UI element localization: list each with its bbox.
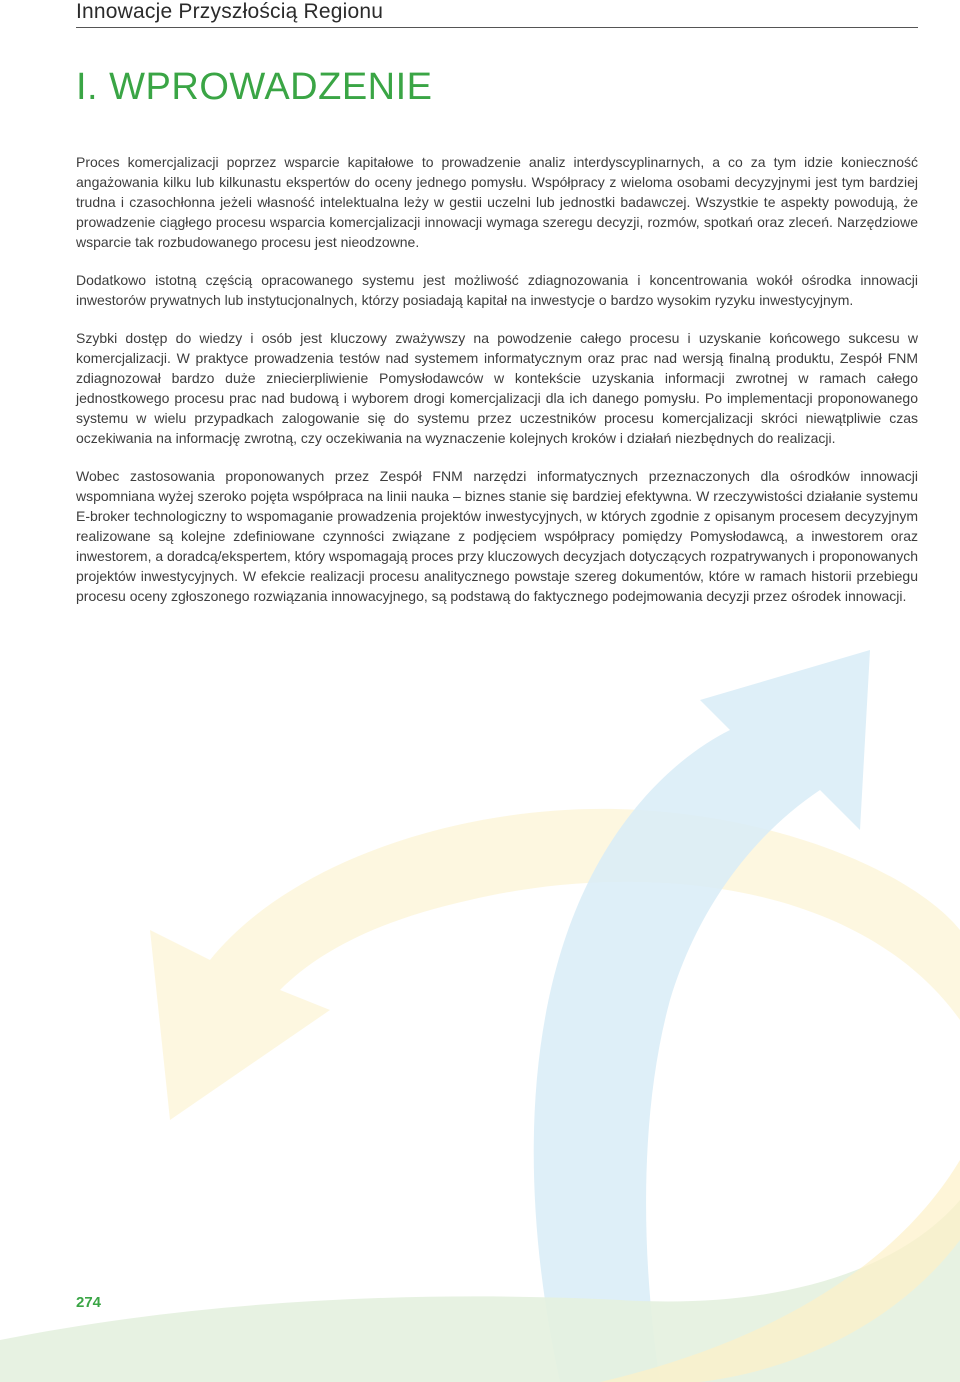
blue-arrow-shape bbox=[534, 650, 870, 1382]
section-title: I. WPROWADZENIE bbox=[76, 66, 433, 108]
running-header bbox=[76, 0, 918, 28]
green-swoosh-shape bbox=[0, 1200, 960, 1382]
paragraph-2: Dodatkowo istotną częścią opracowanego systemu jest możliwość zdiagnozowania i koncentrowania wokół ośrodka innowacji inwestorów prywatnych lub instytucjonalnych, którzy posiadają kapitał na inwestycje o bardzo wysokim ryzyku inwestycyjnym. bbox=[76, 272, 918, 308]
paragraph-3: Szybki dostęp do wiedzy i osób jest kluczowy zważywszy na powodzenie całego procesu i uzyskanie końcowego sukcesu w komercjalizacji. W praktyce prowadzenia testów nad systemem informatycznym oraz prac nad wersją finalną produktu, Zespół FNM zdiagnozował bardzo duże zniecierpliwienie Pomysłodawców w kontekście uzyskania informacji zwrotnej w ramach całego jednostkowego procesu prac nad budową i wyborem drogi komercjalizacji dla ich danego pomysłu. Po implementacji proponowanego systemu w wielu przypadkach zalogowanie się do systemu przez uczestników procesu komercjalizacji skróci niewątpliwie czas oczekiwania na informację zwrotną, czy oczekiwania na wyznaczenie kolejnych kroków i działań niezbędnych do realizacji. bbox=[76, 330, 918, 446]
body-text bbox=[76, 152, 918, 624]
paragraph-1: Proces komercjalizacji poprzez wsparcie kapitałowe to prowadzenie analiz interdyscyplinarnych, a co za tym idzie konieczność angażowania kilku lub kilkunastu ekspertów do oceny jednego pomysłu. Współpracy z wieloma osobami decyzyjnymi jest tym bardziej trudna i czasochłonna jeżeli własność intelektualna leży w gestii uczelni lub jednostki badawczej. Wszystkie te aspekty powodują, że prowadzenie ciągłego procesu wsparcia komercjalizacji innowacji wymaga szeregu decyzji, rozmów, spotkań oraz zleceń. Narzędziowe wsparcie tak rozbudowanego procesu jest nieodzowne. bbox=[76, 154, 918, 250]
paragraph-4: Wobec zastosowania proponowanych przez Zespół FNM narzędzi informatycznych przeznaczonych dla ośrodków innowacji wspomniana wyżej szeroko pojęta współpraca na linii nauka – biznes stanie się bardziej efektywna. W rzeczywistości działanie systemu E-broker technologiczny to wspomaganie prowadzenia projektów inwestycyjnych, w których zgodnie z opisanym procesem decyzyjnym realizowane są kolejne zdefiniowane czynności związane z podjęciem współpracy pomiędzy Pomysłodawcą, a inwestorem oraz inwestorem, a doradcą/ekspertem, który wspomagają proces przy kluczowych decyzjach dotyczących rozpatrywanych i proponowanych projektów inwestycyjnych. W efekcie realizacji procesu analitycznego powstaje szereg dokumentów, które w ramach historii przebiegu procesu oceny zgłoszonego rozwiązania innowacyjnego, są podstawą do faktycznego podejmowania decyzji przez ośrodek innowacji. bbox=[76, 468, 918, 604]
page-number: 274 bbox=[76, 1294, 102, 1311]
header-title: Innowacje Przyszłością Regionu bbox=[76, 0, 384, 23]
